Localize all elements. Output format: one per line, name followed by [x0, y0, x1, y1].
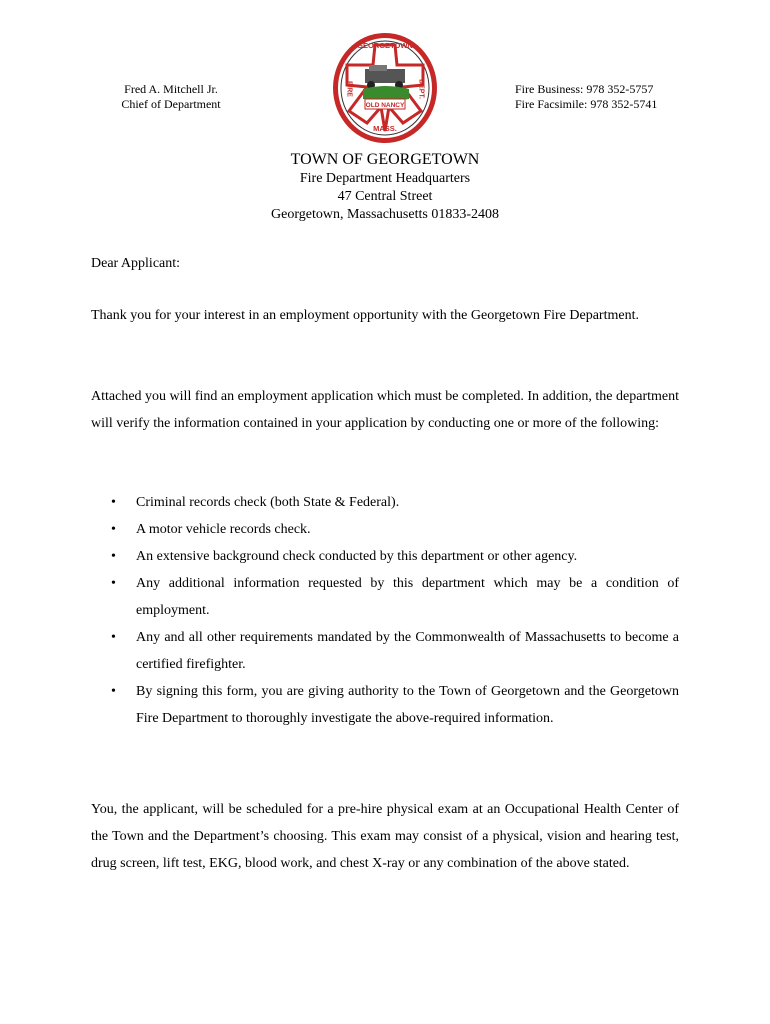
- headquarters-line: Fire Department Headquarters: [299, 171, 471, 186]
- bullet-marker: •: [111, 522, 116, 537]
- requirement-item: [91, 570, 679, 624]
- chief-title: Chief of Department: [121, 97, 221, 111]
- requirement-text: By signing this form, you are giving authority to the Town of Georgetown and the Georgetown Fire Department to thoroughly investigate the above-required information.: [136, 684, 679, 726]
- bullet-marker: •: [111, 495, 116, 510]
- requirement-item: [91, 624, 679, 678]
- fire-department-seal: [331, 31, 439, 145]
- seal-bottom-text: MASS.: [373, 124, 397, 133]
- seal-right-text: DEPT.: [417, 79, 425, 99]
- requirement-item: [91, 543, 679, 570]
- paragraph-physical-exam: You, the applicant, will be scheduled for a pre-hire physical exam at an Occupational Health Center of the Town and the Department’s choosing. This exam may consist of a physical, vision and hearing test, drug screen, lift test, EKG, blood work, and chest X-ray or any combination of the above stated.: [91, 802, 679, 871]
- paragraph-intro: Thank you for your interest in an employment opportunity with the Georgetown Fire Department.: [91, 308, 639, 323]
- requirement-text: Any and all other requirements mandated by the Commonwealth of Massachusetts to become a certified firefighter.: [136, 630, 679, 672]
- seal-left-text: FIRE: [345, 81, 353, 97]
- street-address: 47 Central Street: [337, 189, 433, 204]
- town-name: TOWN OF GEORGETOWN: [290, 151, 480, 168]
- fire-facsimile-number: Fire Facsimile: 978 352-5741: [515, 97, 658, 111]
- requirement-item: [91, 489, 679, 516]
- engine-top: [369, 65, 387, 71]
- city-state-zip: Georgetown, Massachusetts 01833-2408: [271, 207, 499, 222]
- requirement-item: [91, 678, 679, 732]
- seal-top-text: GEORGETOWN: [357, 41, 413, 50]
- requirement-text: A motor vehicle records check.: [136, 522, 311, 537]
- requirement-item: [91, 516, 679, 543]
- greeting: Dear Applicant:: [91, 256, 181, 271]
- letterhead: [0, 150, 770, 224]
- fire-business-phone: Fire Business: 978 352-5757: [515, 82, 654, 96]
- requirement-text: Criminal records check (both State & Federal).: [136, 495, 400, 510]
- requirement-text: An extensive background check conducted by this department or other agency.: [136, 549, 578, 564]
- seal-graphic: [331, 31, 439, 145]
- bullet-marker: •: [111, 549, 116, 564]
- chief-block: [106, 82, 236, 112]
- bullet-marker: •: [111, 684, 116, 699]
- requirement-text: Any additional information requested by this department which may be a condition of employment.: [136, 576, 679, 618]
- chief-name: Fred A. Mitchell Jr.: [124, 82, 218, 96]
- paragraph-application: Attached you will find an employment application which must be completed. In addition, the department will verify the information contained in your application by conducting one or more of the following:: [91, 389, 679, 431]
- engine-body: [365, 69, 405, 83]
- requirements-list: [91, 489, 679, 732]
- seal-banner-text: OLD NANCY: [365, 102, 405, 109]
- bullet-marker: •: [111, 576, 116, 591]
- contact-block: [515, 82, 657, 112]
- bullet-marker: •: [111, 630, 116, 645]
